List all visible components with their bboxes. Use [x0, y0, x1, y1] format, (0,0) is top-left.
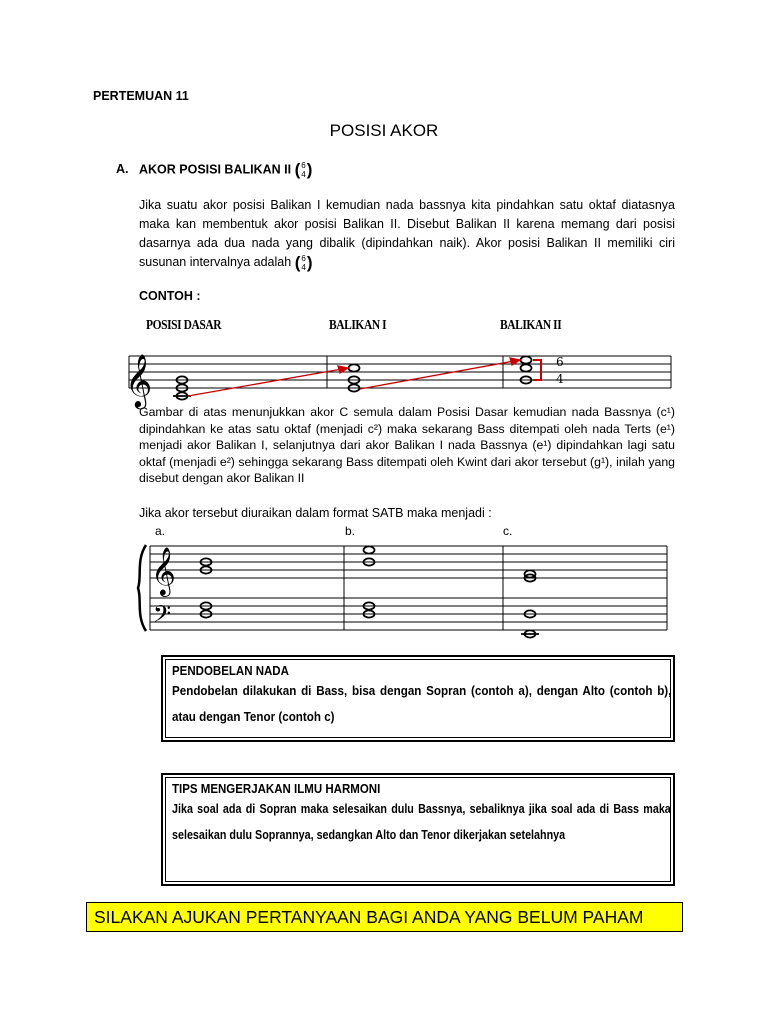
mark-a: a. — [155, 524, 166, 538]
mark-c: c. — [503, 524, 513, 538]
paragraph-intro-text: Jika suatu akor posisi Balikan I kemudian nada bassnya kita pindahkan satu oktaf diatasnya maka kan membentuk akor posisi Balikan II. Disebut Balikan II karena memang dari posisi dasarnya ada dua nada yang dibalik (dipindahkan naik). Akor posisi Balikan II memiliki ciri — [139, 198, 675, 250]
paragraph-explanation: Gambar di atas menunjukkan akor C semula dalam Posisi Dasar kemudian nada Bassnya (c¹) dipindahkan ke atas satu oktaf (menjadi c²) maka sekarang Bass ditempati oleh nada Terts (e¹) menjadi akor Balikan I, selanjutnya dari akor Balikan I nada Bassnya (e¹) dipindahkan lagi satu oktaf (menjadi e²) sehingga sekarang Bass ditempati oleh Kwint dari akor tersebut (g¹), inilah yang disebut dengan akor Balikan II — [139, 405, 675, 485]
tips-box-body: Jika soal ada di Sopran maka selesaikan dulu Bassnya, sebaliknya jika soal ada di Bass maka selesaikan dulu Soprannya, sedangkan Alto dan Tenor dikerjakan setelahnya — [172, 802, 671, 842]
label-first-inversion: BALIKAN I — [329, 318, 387, 333]
tips-box-title: TIPS MENGERJAKAN ILMU HARMONI — [172, 782, 381, 796]
label-second-inversion: BALIKAN II — [500, 318, 562, 333]
brace-icon — [138, 545, 146, 631]
figure-bottom: 4 — [301, 170, 306, 179]
tips-box — [161, 773, 675, 886]
example-label: CONTOH : — [139, 289, 201, 303]
doubling-box-title: PENDOBELAN NADA — [172, 664, 289, 678]
bass-clef-icon: 𝄢 — [153, 600, 172, 633]
mark-b: b. — [345, 524, 356, 538]
figure-bottom: 4 — [301, 262, 306, 272]
section-letter: A. — [116, 162, 129, 177]
page-title: POSISI AKOR — [329, 121, 439, 140]
figure-top: 6 — [301, 253, 306, 263]
figured-bass-64: (6 4) — [294, 160, 313, 179]
treble-clef-icon: 𝄞 — [151, 546, 176, 595]
section-heading-text: AKOR POSISI BALIKAN II — [139, 162, 292, 177]
figure-6: 6 — [556, 355, 564, 369]
meeting-label: PERTEMUAN 11 — [93, 89, 189, 103]
satb-intro: Jika akor tersebut diuraikan dalam format SATB maka menjadi : — [139, 506, 492, 520]
doubling-box — [161, 655, 675, 742]
question-banner: SILAKAN AJUKAN PERTANYAAN BAGI ANDA YANG BELUM PAHAM — [86, 902, 683, 932]
label-root-position: POSISI DASAR — [146, 318, 222, 333]
figure-top: 6 — [301, 161, 306, 170]
paragraph-intro-last-line: susunan intervalnya adalah — [139, 255, 292, 269]
doubling-box-body: Pendobelan dilakukan di Bass, bisa dengan Sopran (contoh a), dengan Alto (contoh b), atau dengan Tenor (contoh c) — [172, 684, 672, 724]
figure-4: 4 — [556, 372, 564, 386]
treble-clef-icon: 𝄞 — [125, 353, 153, 407]
figured-bass-64-inline: (6 4) — [294, 253, 313, 273]
